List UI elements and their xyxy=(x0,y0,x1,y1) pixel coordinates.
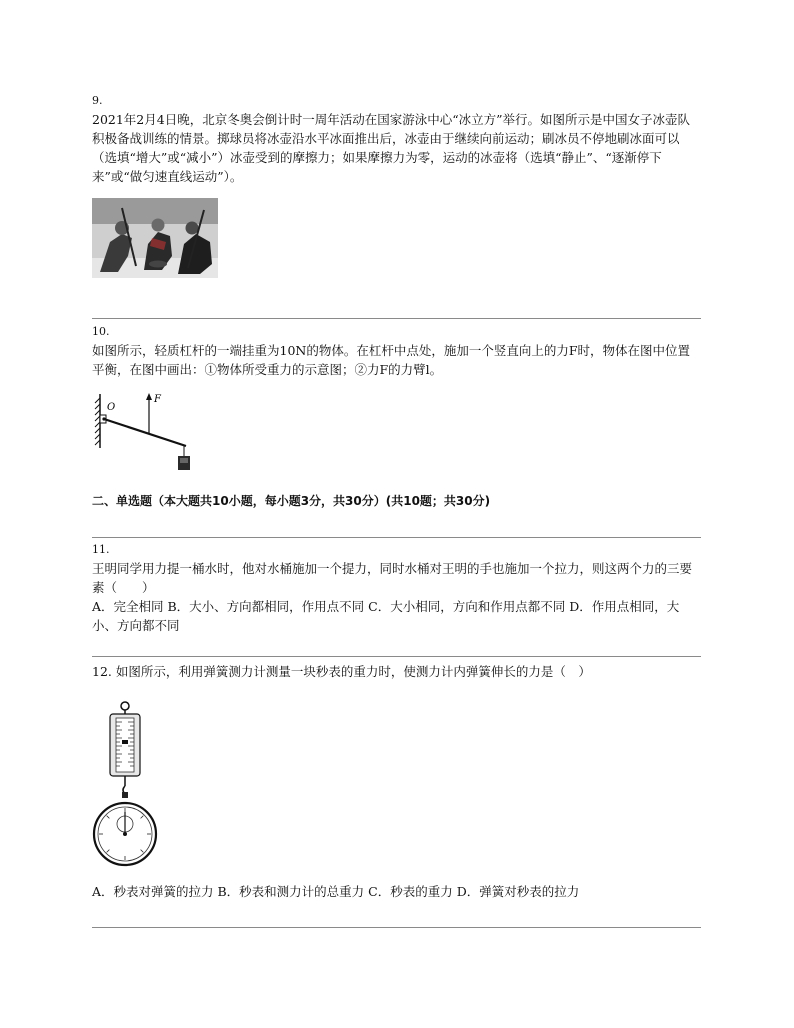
question-text: 12. 如图所示，利用弹簧测力计测量一块秒表的重力时，使测力计内弹簧伸长的力是（ ） xyxy=(92,664,591,679)
question-10 xyxy=(92,325,702,379)
question-number: 11. xyxy=(92,543,110,556)
question-11 xyxy=(92,543,702,635)
question-text: 如图所示，轻质杠杆的一端挂重为10N的物体。在杠杆中点处，施加一个竖直向上的力F时，物体在图中位置平衡，在图中画出：①物体所受重力的示意图；②力F的力臂l。 xyxy=(92,343,691,377)
question-text: 王明同学用力提一桶水时，他对水桶施加一个提力，同时水桶对王明的手也施加一个拉力，则这两个力的三要素（ ） xyxy=(92,561,693,595)
pivot-label: O xyxy=(107,402,116,413)
spring-scale-figure xyxy=(92,700,162,870)
section-2-header xyxy=(92,492,702,511)
question-9 xyxy=(92,94,702,186)
divider xyxy=(92,318,701,319)
section-title: 二、单选题（本大题共10小题，每小题3分，共30分）(共10题；共30分) xyxy=(92,494,491,508)
curling-photo xyxy=(92,198,218,278)
divider xyxy=(92,656,701,657)
lever-diagram xyxy=(94,390,204,480)
question-12 xyxy=(92,662,702,681)
divider xyxy=(92,537,701,538)
force-label: F xyxy=(154,394,161,405)
question-text: 2021年2月4日晚，北京冬奥会倒计时一周年活动在国家游泳中心“冰立方”举行。如图所示是中国女子冰壶队积极备战训练的情景。掷球员将冰壶沿水平冰面推出后，冰壶由于继续向前运动；刷冰员不停地刷冰面可以（选填“增大”或“减小”）冰壶受到的摩擦力；如果摩擦力为零，运动的冰壶将（选填“静止”、“逐渐停下来”或“做匀速直线运动”）。 xyxy=(92,112,690,184)
question-12-options-block xyxy=(92,882,702,901)
question-options: A．完全相同 B．大小、方向都相同，作用点不同 C．大小相同，方向和作用点都不同 D．作用点相同，大小、方向都不同 xyxy=(92,599,680,633)
question-options: A．秒表对弹簧的拉力 B．秒表和测力计的总重力 C．秒表的重力 D．弹簧对秒表的拉力 xyxy=(92,884,580,899)
question-number: 9. xyxy=(92,94,103,107)
question-number: 10. xyxy=(92,325,110,338)
divider xyxy=(92,927,701,928)
